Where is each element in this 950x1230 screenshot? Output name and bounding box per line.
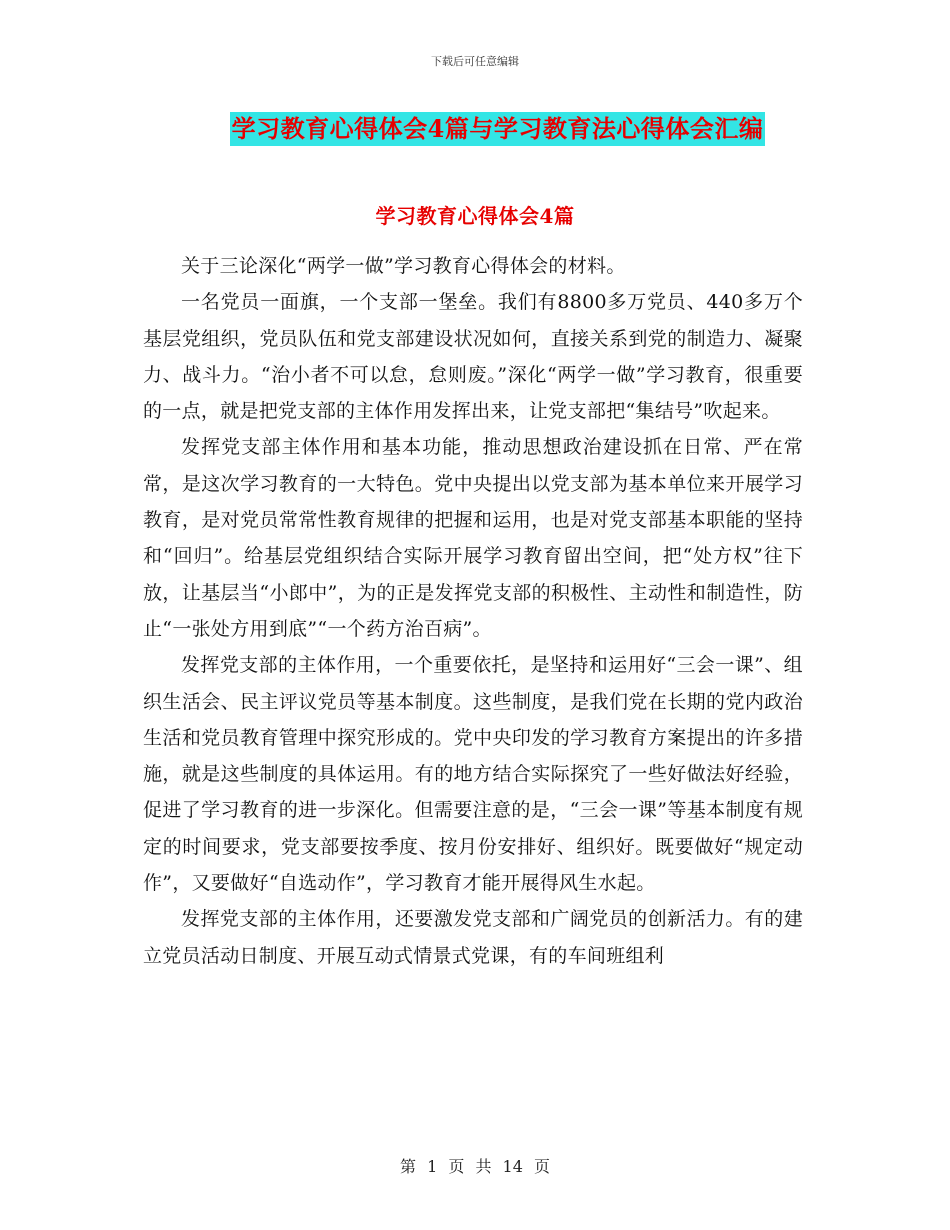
section-title: 学习教育心得体会4篇 [375,204,575,228]
paragraph: 发挥党支部的主体作用，还要激发党支部和广阔党员的创新活力。有的建立党员活动日制度、开展互动式情景式党课，有的车间班组利 [143,908,803,967]
document-body [143,248,803,974]
document-title-container [0,112,950,146]
paragraph: 发挥党支部主体作用和基本功能，推动思想政治建设抓在日常、严在常常，是这次学习教育的一大特色。党中央提出以党支部为基本单位来开展学习教育，是对党员常常性教育规律的把握和运用，也是对党支部基本职能的坚持和“回归”。给基层党组织结合实际开展学习教育留出空间，把“处方权”往下放，让基层当“小郎中”，为的正是发挥党支部的积极性、主动性和制造性，防止“一张处方用到底”“一个药方治百病”。 [143,436,803,640]
paragraph: 发挥党支部的主体作用，一个重要依托，是坚持和运用好“三会一课”、组织生活会、民主评议党员等基本制度。这些制度，是我们党在长期的党内政治生活和党员教育管理中探究形成的。党中央印发的学习教育方案提出的许多措施，就是这些制度的具体运用。有的地方结合实际探究了一些好做法好经验，促进了学习教育的进一步深化。但需要注意的是，“三会一课”等基本制度有规定的时间要求，党支部要按季度、按月份安排好、组织好。既要做好“规定动作”，又要做好“自选动作”，学习教育才能开展得风生水起。 [143,654,803,895]
paragraph: 一名党员一面旗，一个支部一堡垒。我们有8800多万党员、440多万个基层党组织，党员队伍和党支部建设状况如何，直接关系到党的制造力、凝聚力、战斗力。“治小者不可以怠，怠则废。”深化“两学一做”学习教育，很重要的一点，就是把党支部的主体作用发挥出来，让党支部把“集结号”吹起来。 [143,291,803,423]
page-number-footer: 第 1 页 共 14 页 [400,1157,550,1176]
page-header-note: 下载后可任意编辑 [431,55,519,68]
paragraph: 关于三论深化“两学一做”学习教育心得体会的材料。 [181,255,626,277]
document-title: 学习教育心得体会4篇与学习教育法心得体会汇编 [230,112,766,146]
